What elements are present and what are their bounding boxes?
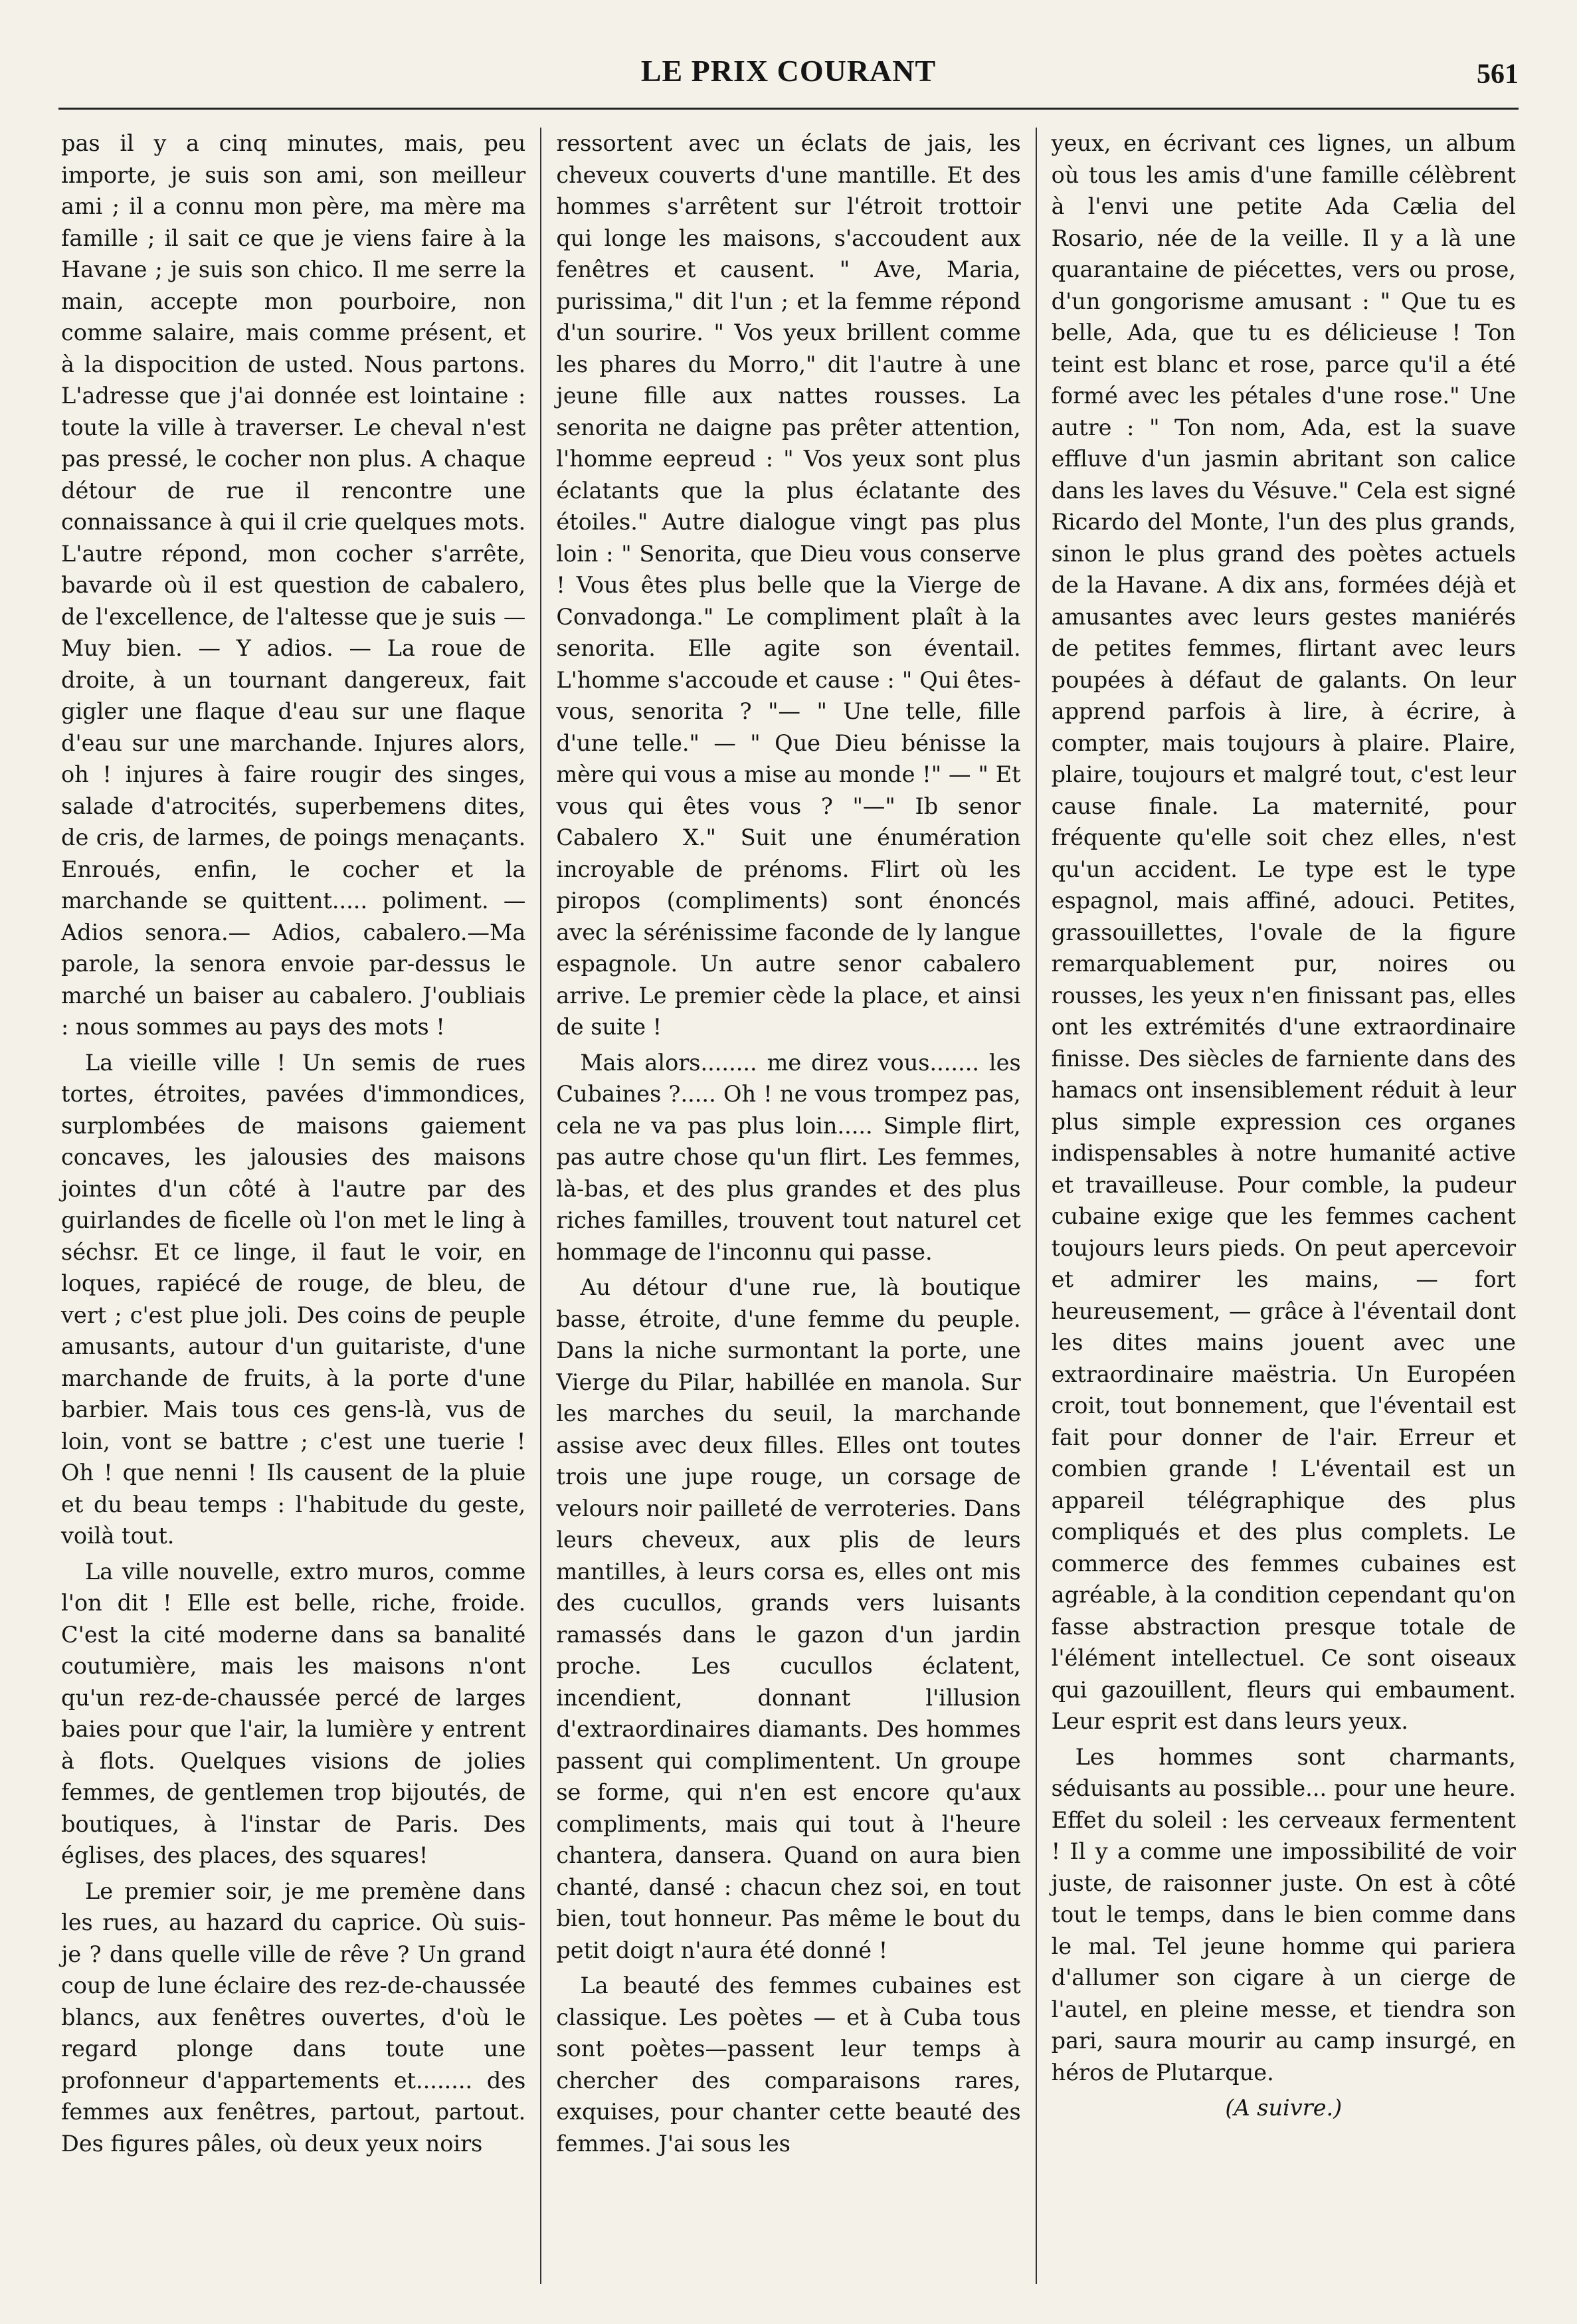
paragraph: Les hommes sont charmants, séduisants au possible... pour une heure. Effet du soleil : les cerveaux fermentent ! Il y a comme une impossibilité de voir juste, de raisonner juste. On est à côté tout le temps, dans le bien comme dans le mal. Tel jeune homme qui pariera d'allumer son cigare à un cierge de l'autel, en pleine messe, et tiendra son pari, saura mourir au camp insurgé, en héros de Plutarque.	[1051, 1743, 1516, 2085]
paragraph: Le premier soir, je me premène dans les rues, au hazard du caprice. Où suis-je ? dans quelle ville de rêve ? Un grand coup de lune éclaire des rez-de-chaussée blancs, aux fenêtres ouvertes, d'où le regard plonge dans toute une profonneur d'appartements et........ des femmes aux fenêtres, partout, partout. Des figures pâles, où deux yeux noirs	[61, 1878, 526, 2157]
column-1	[46, 128, 540, 2284]
page-header	[58, 47, 1519, 110]
article-body	[46, 128, 1531, 2284]
page-number: 561	[1477, 59, 1519, 90]
paragraph: Mais alors........ me direz vous....... les Cubaines ?..... Oh ! ne vous trompez pas, cela ne va pas plus loin..... Simple flirt, pas autre chose qu'un flirt. Les femmes, là-bas, et des plus grandes et des plus riches familles, trouvent tout naturel cet hommage de l'inconnu qui passe.	[556, 1049, 1021, 1265]
paragraph: La ville nouvelle, extro muros, comme l'on dit ! Elle est belle, riche, froide. C'est la cité moderne dans sa banalité coutumière, mais les maisons n'ont qu'un rez-de-chaussée percé de larges baies pour que l'air, la lumière y entrent à flots. Quelques visions de jolies femmes, de gentlemen trop bijoutés, de boutiques, à l'instar de Paris. Des églises, des places, des squares!	[61, 1558, 526, 1868]
column-3	[1036, 128, 1531, 2284]
paragraph: Au détour d'une rue, là boutique basse, étroite, d'une femme du peuple. Dans la niche surmontant la porte, une Vierge du Pilar, habillée en manola. Sur les marches du seuil, la marchande assise avec deux filles. Elles ont toutes trois une jupe rouge, un corsage de velours noir pailleté de verroteries. Dans leurs cheveux, aux plis de leurs mantilles, à leurs corsa es, elles ont mis des cucullos, grands vers luisants ramassés dans le gazon d'un jardin proche. Les cucullos éclatent, incendient, donnant l'illusion d'extraordinaires diamants. Des hommes passent qui complimentent. Un groupe se forme, qui n'en est encore qu'aux compliments, mais qui tout à l'heure chantera, dansera. Quand on aura bien chanté, dansé : chacun chez soi, en tout bien, tout honneur. Pas même le bout du petit doigt n'aura été donné !	[556, 1274, 1021, 1963]
paragraph: La beauté des femmes cubaines est classique. Les poètes — et à Cuba tous sont poètes—passent leur temps à chercher des comparaisons rares, exquises, pour chanter cette beauté des femmes. J'ai sous les	[556, 1973, 1021, 2157]
to-be-continued: (A suivre.)	[1225, 2095, 1343, 2121]
paragraph: pas il y a cinq minutes, mais, peu importe, je suis son ami, son meilleur ami ; il a connu mon père, ma mère ma famille ; il sait ce que je viens faire à la Havane ; je suis son chico. Il me serre la main, accepte mon pourboire, non comme salaire, mais comme présent, et à la dispocition de usted. Nous partons. L'adresse que j'ai donnée est lointaine : toute la ville à traverser. Le cheval n'est pas pressé, le cocher non plus. A chaque détour de rue il rencontre une connaissance à qui il crie quelques mots. L'autre répond, mon cocher s'arrête, bavarde où il est question de cabalero, de l'excellence, de l'altesse que je suis — Muy bien. — Y adios. — La roue de droite, à un tournant dangereux, fait gigler une flaque d'eau sur une flaque d'eau sur une marchande. Injures alors, oh ! injures à faire rougir des singes, salade d'atrocités, superbemens dites, de cris, de larmes, de poings menaçants. Enroués, enfin, le cocher et la marchande se quittent..... poliment. — Adios senora.— Adios, cabalero.—Ma parole, la senora envoie par-dessus le marché un baiser au cabalero. J'oubliais : nous sommes au pays des mots !	[61, 130, 526, 1040]
paragraph: La vieille ville ! Un semis de rues tortes, étroites, pavées d'immondices, surplombées de maisons gaiement concaves, les jalousies des maisons jointes d'un côté à l'autre par des guirlandes de ficelle où l'on met le ling à séchsr. Et ce linge, il faut le voir, en loques, rapiécé de rouge, de bleu, de vert ; c'est plue joli. Des coins de peuple amusants, autour d'un guitariste, d'une marchande de fruits, à la porte d'une barbier. Mais tous ces gens-là, vus de loin, vont se battre ; c'est une tuerie ! Oh ! que nenni ! Ils causent de la pluie et du beau temps : l'habitude du geste, voilà tout.	[61, 1049, 526, 1549]
running-title: LE PRIX COURANT	[640, 54, 937, 88]
paragraph: yeux, en écrivant ces lignes, un album où tous les amis d'une famille célèbrent à l'envi une petite Ada Cælia del Rosario, née de la veille. Il y a là une quarantaine de piécettes, vers ou prose, d'un gongorisme amusant : " Que tu es belle, Ada, que tu es délicieuse ! Ton teint est blanc et rose, parce qu'il a été formé avec les pétales d'une rose." Une autre : " Ton nom, Ada, est la suave effluve d'un jasmin abritant son calice dans les laves du Vésuve." Cela est signé Ricardo del Monte, l'un des plus grands, sinon le plus grand des poètes actuels de la Havane. A dix ans, formées déjà et amusantes avec leurs gestes maniérés de petites femmes, flirtant avec leurs poupées à défaut de galants. On leur apprend parfois à lire, à écrire, à compter, mais toujours à plaire. Plaire, plaire, toujours et malgré tout, c'est leur cause finale. La maternité, pour fréquente qu'elle soit chez elles, n'est qu'un accident. Le type est le type espagnol, mais affiné, adouci. Petites, grassouillettes, l'ovale de la figure remarquablement pur, noires ou rousses, les yeux n'en finissant pas, elles ont les extrémités d'une extraordinaire finisse. Des siècles de farniente dans des hamacs ont insensiblement réduit à leur plus simple expression ces organes indispensables à notre humanité active et travailleuse. Pour comble, la pudeur cubaine exige que les femmes cachent toujours leurs pieds. On peut apercevoir et admirer les mains, — fort heureusement, — grâce à l'éventail dont les dites mains jouent avec une extraordinaire maëstria. Un Européen croit, tout bonnement, que l'éventail est fait pour donner de l'air. Erreur et combien grande ! L'éventail est un appareil télégraphique des plus compliqués et des plus complets. Le commerce des femmes cubaines est agréable, à la condition cependant qu'on fasse abstraction presque totale de l'élément intellectuel. Ce sont oiseaux qui gazouillent, fleurs qui embaument. Leur esprit est dans leurs yeux.	[1051, 130, 1516, 1734]
paragraph: ressortent avec un éclats de jais, les cheveux couverts d'une mantille. Et des hommes s'arrêtent sur l'étroit trottoir qui longe les maisons, s'accoudent aux fenêtres et causent. " Ave, Maria, purissima," dit l'un ; et la femme répond d'un sourire. " Vos yeux brillent comme les phares du Morro," dit l'autre à une jeune fille aux nattes rousses. La senorita ne daigne pas prêter attention, l'homme eepreud : " Vos yeux sont plus éclatants que la plus éclatante des étoiles." Autre dialogue vingt pas plus loin : " Senorita, que Dieu vous conserve ! Vous êtes plus belle que la Vierge de Convadonga." Le compliment plaît à la senorita. Elle agite son éventail. L'homme s'accoude et cause : " Qui êtes-vous, senorita ? "— " Une telle, fille d'une telle." — " Que Dieu bénisse la mère qui vous a mise au monde !" — " Et vous qui êtes vous ? "—" Ib senor Cabalero X." Suit une énumération incroyable de prénoms. Flirt où les piropos (compliments) sont énoncés avec la sérénissime faconde de ly langue espagnole. Un autre senor cabalero arrive. Le premier cède la place, et ainsi de suite !	[556, 130, 1021, 1040]
column-2	[540, 128, 1035, 2284]
